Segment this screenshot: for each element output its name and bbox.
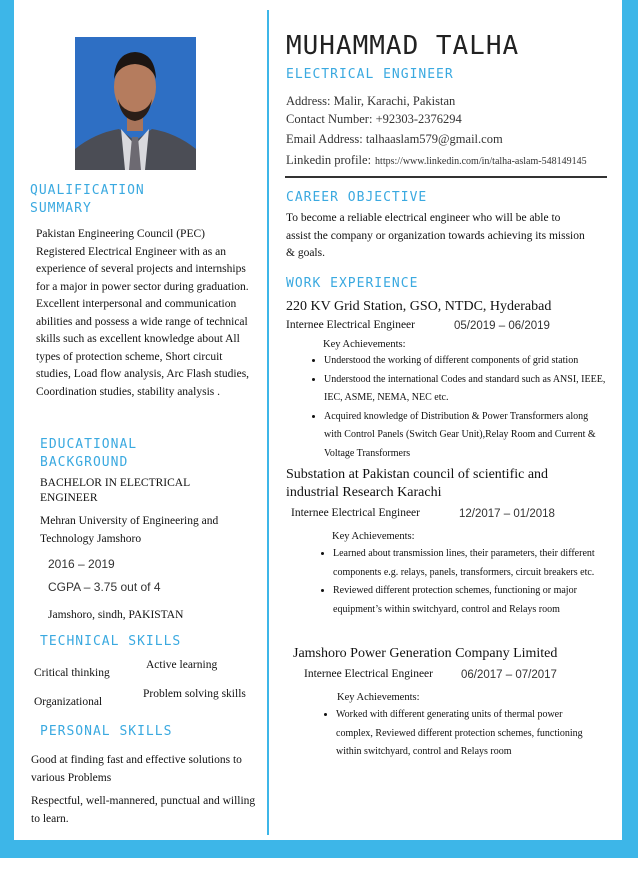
linkedin-link[interactable]: https://www.linkedin.com/in/talha-aslam-548149145 [375,156,587,167]
job-company: Substation at Pakistan council of scientific and industrial Research Karachi [286,467,549,500]
candidate-title: ELECTRICAL ENGINEER [286,67,454,82]
education-heading: EDUCATIONAL BACKGROUND [40,437,138,470]
job-company: 220 KV Grid Station, GSO, NTDC, Hyderabad [286,299,552,314]
work-experience-heading: WORK EXPERIENCE [286,276,419,291]
candidate-name: MUHAMMAD TALHA [286,31,520,61]
key-achievements-label: Key Achievements: [337,692,420,703]
profile-photo [75,37,196,170]
university: Mehran University of Engineering and Technology Jamshoro [40,515,219,545]
key-achievements-label: Key Achievements: [323,339,406,350]
achievement-item: • Reviewed different protection schemes, functioning or major equipment’s within switchyard, control and Relays room [333,582,605,619]
skill-item: Organizational [34,696,103,708]
career-objective-text: To become a reliable electrical engineer who will be able to assist the company or organization towards achieving its mission & goals. [286,212,585,259]
achievement-item: • Learned about transmission lines, their parameters, their different components e.g. relays, panels, transformers, circuit breakers etc. [333,545,605,582]
skill-item: Problem solving skills [143,688,246,700]
skill-item: Active learning [146,659,218,671]
job-role: Internee Electrical Engineer [291,507,420,519]
cgpa: CGPA – 3.75 out of 4 [48,580,161,594]
page-bottom-margin [0,858,638,895]
technical-skills-heading: TECHNICAL SKILLS [40,634,182,649]
address: Address: Malir, Karachi, Pakistan [286,94,456,108]
personal-skill-item: Respectful, well-mannered, punctual and willing to learn. [31,795,256,825]
job-dates: 12/2017 – 01/2018 [459,508,555,520]
education-location: Jamshoro, sindh, PAKISTAN [48,609,184,621]
personal-skill-item: Good at finding fast and effective solutions to various Problems [31,754,242,784]
job-role: Internee Electrical Engineer [286,319,415,331]
achievement-item: • Worked with different generating units of thermal power complex, Reviewed different protection schemes, functioning within switchyard, control and Relays room [336,706,598,762]
job-dates: 06/2017 – 07/2017 [461,669,557,681]
achievement-item: • Understood the international Codes and standard such as ANSI, IEEE, IEC, ASME, NEMA, NEC etc. [324,371,606,408]
header-rule [285,176,607,178]
qualification-heading: QUALIFICATION SUMMARY [30,183,145,216]
skill-item: Critical thinking [34,667,110,679]
email-address[interactable]: Email Address: talhaaslam579@gmail.com [286,132,503,146]
job-role: Internee Electrical Engineer [304,668,433,680]
job-dates: 05/2019 – 06/2019 [454,320,550,332]
key-achievements-label: Key Achievements: [332,531,415,542]
qualification-text: Pakistan Engineering Council (PEC) Registered Electrical Engineer with as an experience of several projects and internships for a major in power sector during graduation. Excellent interpersonal and communication abilities and possess a wide range of technical skills such as excellent knowledge about All types of protection scheme, Short circuit studies, Load flow analysis, Arc Flash studies, Coordination studies, stability analysis . [36,228,250,398]
personal-skills-heading: PERSONAL SKILLS [40,724,173,739]
linkedin-row [286,151,611,169]
career-objective-heading: CAREER OBJECTIVE [286,190,428,205]
job-company: Jamshoro Power Generation Company Limited [293,646,558,661]
degree: BACHELOR IN ELECTRICAL ENGINEER [40,477,190,504]
achievement-item: • Acquired knowledge of Distribution & Power Transformers along with Control Panels (Switch Gear Unit),Relay Room and Current & Voltage Transformers [324,408,606,464]
achievements-list [315,545,605,619]
contact-number: Contact Number: +92303-2376294 [286,112,462,126]
achievement-item: • Understood the working of different components of grid station [324,352,606,371]
column-divider [267,10,269,835]
achievements-list [318,706,598,762]
achievements-list [306,352,606,463]
linkedin-label: Linkedin profile: [286,153,372,167]
education-years: 2016 – 2019 [48,557,115,571]
